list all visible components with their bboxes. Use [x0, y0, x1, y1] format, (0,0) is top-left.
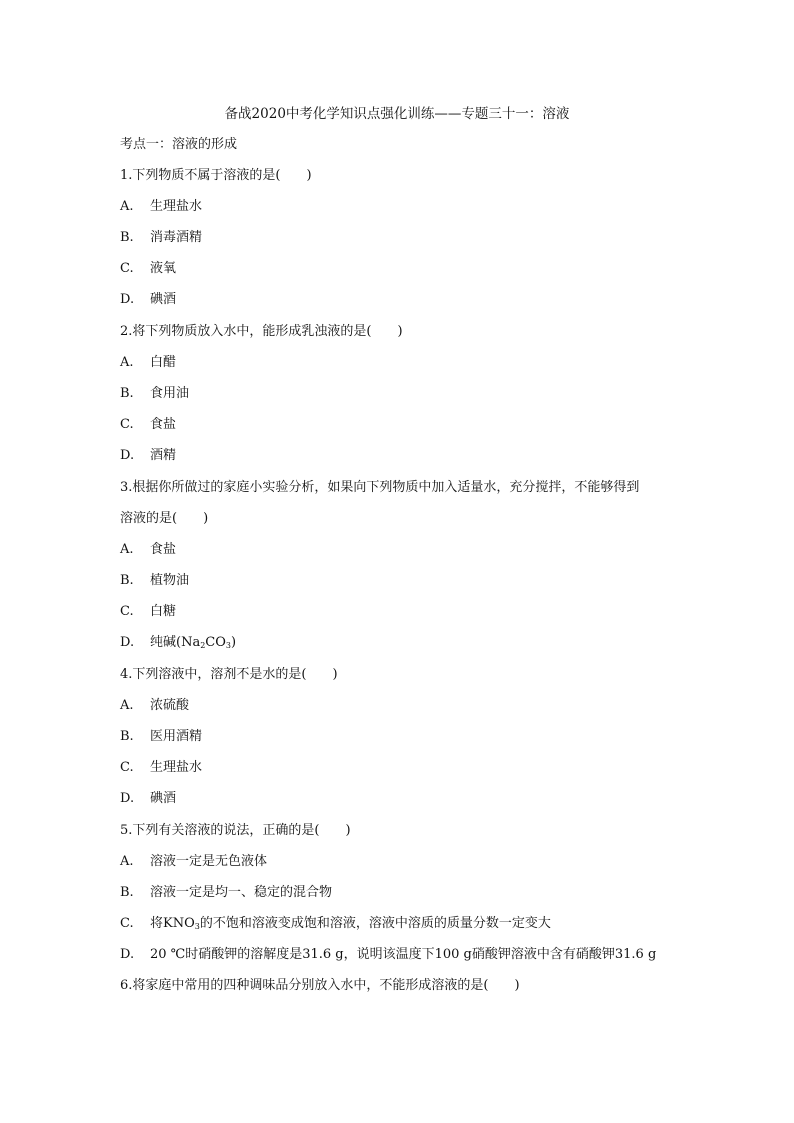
option-letter: D.: [120, 448, 135, 463]
option-text: 食盐: [150, 417, 177, 432]
question-1-option-c: [120, 261, 176, 277]
option-letter: C.: [120, 417, 134, 432]
option-letter: B.: [120, 386, 134, 401]
subscript: 3: [194, 922, 200, 931]
option-text: 食盐: [150, 542, 177, 557]
option-text: 溶液一定是无色液体: [150, 854, 268, 869]
section-heading: 考点一：溶液的形成: [120, 137, 238, 152]
option-letter: B.: [120, 573, 134, 588]
option-letter: D.: [120, 791, 135, 806]
option-text: 20 ℃时硝酸钾的溶解度是31.6 g，说明该温度下100 g硝酸钾溶液中含有硝酸钾31.6 g: [150, 947, 657, 962]
question-5-option-a: [120, 854, 267, 870]
question-1-option-a: [120, 199, 202, 215]
question-5-stem: 5.下列有关溶液的说法，正确的是( ): [120, 823, 351, 838]
question-3-option-a: [120, 542, 176, 558]
question-5-option-b: [120, 885, 332, 901]
question-4-option-a: [120, 698, 189, 714]
question-4-stem: 4.下列溶液中，溶剂不是水的是( ): [120, 667, 338, 682]
subscript: 3: [225, 641, 231, 650]
option-letter: D.: [120, 292, 135, 307]
question-4-option-c: [120, 760, 202, 776]
option-text: 生理盐水: [150, 760, 203, 775]
option-text: 白醋: [150, 355, 177, 370]
question-2-option-b: [120, 386, 189, 402]
option-text: 医用酒精: [150, 729, 203, 744]
option-letter: A.: [120, 199, 134, 214]
option-text: 食用油: [150, 386, 190, 401]
question-2-option-a: [120, 355, 176, 371]
question-2-option-c: [120, 417, 176, 433]
option-letter: C.: [120, 604, 134, 619]
option-text: 的不饱和溶液变成饱和溶液，溶液中溶质的质量分数一定变大: [199, 916, 551, 931]
option-letter: A.: [120, 854, 134, 869]
question-4-option-b: [120, 729, 202, 745]
option-text: 植物油: [150, 573, 190, 588]
document-title: 备战2020中考化学知识点强化训练——专题三十一：溶液: [224, 106, 570, 122]
question-3-option-c: [120, 604, 176, 620]
option-text: 碘酒: [150, 791, 177, 806]
question-1-option-d: [120, 292, 176, 308]
option-text: 溶液一定是均一、稳定的混合物: [150, 885, 333, 900]
option-letter: B.: [120, 885, 134, 900]
question-5-option-d: [120, 947, 656, 963]
question-2-stem: 2.将下列物质放入水中，能形成乳浊液的是( ): [120, 324, 403, 339]
option-text: 碘酒: [150, 292, 177, 307]
question-3-option-b: [120, 573, 189, 589]
option-text: 生理盐水: [150, 199, 203, 214]
option-text: 浓硫酸: [150, 698, 190, 713]
question-1-stem: 1.下列物质不属于溶液的是( ): [120, 168, 312, 183]
option-text: ): [231, 635, 237, 650]
option-letter: D.: [120, 635, 135, 650]
option-text: 消毒酒精: [150, 230, 203, 245]
option-text: 液氧: [150, 261, 177, 276]
option-text: CO: [205, 635, 226, 650]
option-letter: C.: [120, 760, 134, 775]
question-1-option-b: [120, 230, 202, 246]
option-text: 白糖: [150, 604, 177, 619]
question-3-stem-line-2: 溶液的是( ): [120, 511, 209, 526]
option-text: 纯碱(Na: [150, 635, 201, 650]
option-letter: A.: [120, 355, 134, 370]
option-letter: D.: [120, 947, 135, 962]
subscript: 2: [200, 641, 206, 650]
option-letter: B.: [120, 230, 134, 245]
option-letter: C.: [120, 261, 134, 276]
option-letter: A.: [120, 698, 134, 713]
question-3-option-d: [120, 635, 236, 654]
question-6-stem: 6.将家庭中常用的四种调味品分别放入水中，不能形成溶液的是( ): [120, 978, 520, 993]
option-letter: A.: [120, 542, 134, 557]
question-4-option-d: [120, 791, 176, 807]
option-letter: B.: [120, 729, 134, 744]
option-letter: C.: [120, 916, 134, 931]
option-text: 将KNO: [150, 916, 195, 931]
question-3-stem-line-1: 3.根据你所做过的家庭小实验分析，如果向下列物质中加入适量水，充分搅拌，不能够得到: [120, 480, 640, 495]
question-5-option-c: [120, 916, 551, 935]
option-text: 酒精: [150, 448, 177, 463]
question-2-option-d: [120, 448, 176, 464]
